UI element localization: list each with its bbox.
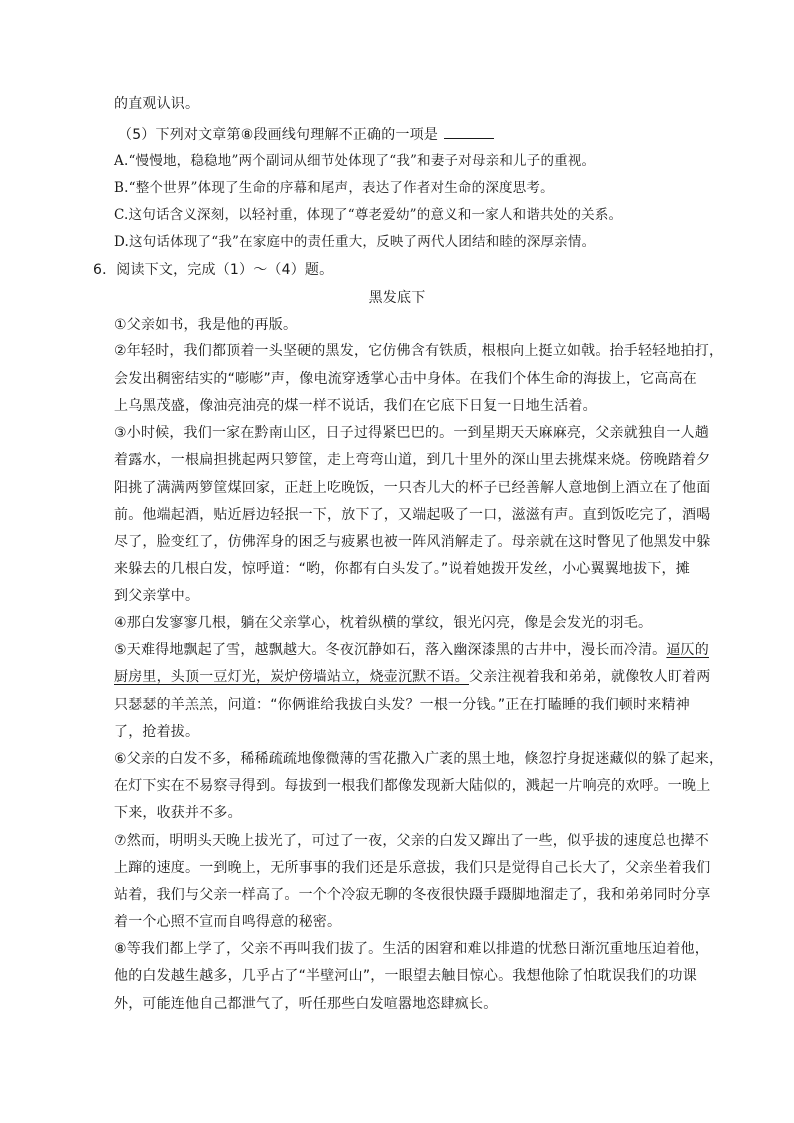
line-text: 着露水，一根扁担挑起两只箩筐，走上弯弯山道，到几十里外的深山里去挑煤来烧。傍晚踏着夕 (114, 452, 711, 468)
line-text: 在灯下实在不易察寻得到。每拔到一根我们都像发现新大陆似的，溅起一片响亮的欢呼。一晚上 (114, 778, 711, 794)
line-text: 阳挑了满满两箩筐煤回家，正赶上吃晚饭，一只杏儿大的杯子已经善解人意地倒上酒立在了他面 (114, 480, 711, 496)
underlined-text: 厨房里，头顶一豆灯光，炭炉傍墙站立，烧壶沉默不语。 (114, 669, 469, 685)
paragraph-7-line (114, 832, 709, 850)
line-text: ②年轻时，我们都顶着一头坚硬的黑发，它仿佛含有铁质，根根向上挺立如戟。抬手轻轻地拍打， (114, 343, 724, 359)
paragraph-3-line (114, 506, 710, 524)
line-text: ③小时候，我们一家在黔南山区，日子过得紧巴巴的。一到星期天天麻麻亮，父亲就独自一人趟 (114, 425, 709, 441)
article-title (0, 289, 794, 307)
paragraph-4 (114, 614, 652, 632)
paragraph-6-line (114, 804, 242, 822)
line-text: A.“慢慢地，稳稳地”两个副词从细节处体现了“我”和妻子对母亲和儿子的重视。 (114, 153, 596, 169)
line-text: 了，抢着拔。 (114, 724, 200, 740)
paragraph-3-line (114, 533, 710, 551)
paragraph-2-line (114, 370, 697, 388)
text-line (114, 95, 199, 113)
question-6 (93, 261, 333, 279)
paragraph-5-line (114, 641, 709, 659)
paragraph-8-line (114, 995, 497, 1013)
paragraph-8-line (114, 940, 709, 958)
line-text: ⑤天难得地飘起了雪，越飘越大。冬夜沉静如石，落入幽深漆黑的古井中，漫长而冷清。 (114, 642, 667, 658)
line-text: 的直观认识。 (114, 96, 200, 112)
paragraph-3-line (114, 424, 709, 442)
line-text: 6．阅读下文，完成（1）～（4）题。 (93, 262, 334, 278)
paragraph-6-line (114, 750, 723, 768)
paragraph-7-line (114, 886, 710, 904)
line-text: 下来，收获并不多。 (114, 805, 242, 821)
paragraph-8-line (114, 967, 697, 985)
line-text: 来躲去的几根白发，惊呼道：“哟，你都有白头发了。”说着她拨开发丝，小心翼翼地拔下，摊 (114, 561, 690, 577)
line-text: 着一个心照不宣而自鸣得意的秘密。 (114, 914, 342, 930)
line-text: 站着，我们与父亲一样高了。一个个冷寂无聊的冬夜很快蹑手蹑脚地溜走了，我和弟弟同时分享 (114, 887, 711, 903)
line-text: ①父亲如书，我是他的再版。 (114, 317, 298, 333)
line-text: 外，可能连他自己都泄气了，听任那些白发喧嚣地恣肆疯长。 (114, 996, 498, 1012)
underlined-text: 逼仄的 (666, 642, 709, 658)
line-text: （5）下列对文章第⑧段画线句理解不正确的一项是 (118, 127, 439, 143)
line-text: B.“整个世界”体现了生命的序幕和尾声，表达了作者对生命的深度思考。 (114, 180, 554, 196)
question-5 (118, 124, 494, 144)
line-text: 只瑟瑟的羊羔羔，问道：“你俩谁给我拔白头发？一根一分钱。”正在打瞌睡的我们顿时来精神 (114, 697, 690, 713)
line-text: 会发出稠密结实的“嘭嘭”声，像电流穿透掌心击中身体。在我们个体生命的海拔上，它高高在 (114, 371, 697, 387)
option-d (114, 233, 595, 251)
paragraph-7-line (114, 913, 341, 931)
answer-blank[interactable] (444, 124, 494, 139)
paragraph-5-line (114, 723, 199, 741)
line-text: ⑧等我们都上学了，父亲不再叫我们拔了。生活的困窘和难以排遣的忧愁日渐沉重地压迫着他， (114, 941, 709, 957)
line-text: ⑥父亲的白发不多，稀稀疏疏地像微薄的雪花撒入广袤的黑土地，倏忽拧身捉迷藏似的躲了起来， (114, 751, 724, 767)
line-text: D.这句话体现了“我”在家庭中的责任重大，反映了两代人团结和睦的深厚亲情。 (114, 234, 596, 250)
line-text: 父亲注视着我和弟弟，就像牧人盯着两 (469, 669, 711, 685)
line-text: 上乌黑茂盛，像油亮油亮的煤一样不说话，我们在它底下日复一日地生活着。 (114, 398, 597, 414)
line-text: 前。他端起酒，贴近唇边轻抿一下，放下了，又端起吸了一口，滋滋有声。直到饭吃完了，酒喝 (114, 507, 711, 523)
option-a (114, 152, 595, 170)
paragraph-5-line (114, 668, 710, 686)
option-b (114, 179, 554, 197)
paragraph-2-line (114, 397, 597, 415)
paragraph-2-line (114, 342, 723, 360)
line-text: 黑发底下 (368, 290, 426, 306)
paragraph-7-line (114, 859, 710, 877)
paragraph-3-line (114, 451, 710, 469)
paragraph-3-line (114, 479, 710, 497)
paragraph-6-line (114, 777, 710, 795)
line-text: ⑦然而，明明头天晚上拔光了，可过了一夜，父亲的白发又蹿出了一些，似乎拔的速度总也撵不 (114, 833, 709, 849)
line-text: 到父亲掌中。 (114, 588, 200, 604)
line-text: 尽了，脸变红了，仿佛浑身的困乏与疲累也被一阵风消解走了。母亲就在这时瞥见了他黑发中躲 (114, 534, 711, 550)
line-text: 上蹿的速度。一到晚上，无所事事的我们还是乐意拔，我们只是觉得自己长大了，父亲坐着我们 (114, 860, 711, 876)
paragraph-3-line (114, 587, 199, 605)
paragraph-3-line (114, 560, 690, 578)
line-text: C.这句话含义深刻，以轻衬重，体现了“尊老爱幼”的意义和一家人和谐共处的关系。 (114, 207, 623, 223)
line-text: 他的白发越生越多，几乎占了“半壁河山”，一眼望去触目惊心。我想他除了怕耽误我们的功课 (114, 968, 697, 984)
line-text: ④那白发寥寥几根，躺在父亲掌心，枕着纵横的掌纹，银光闪亮，像是会发光的羽毛。 (114, 615, 653, 631)
paragraph-5-line (114, 696, 690, 714)
option-c (114, 206, 622, 224)
paragraph-1 (114, 316, 297, 334)
